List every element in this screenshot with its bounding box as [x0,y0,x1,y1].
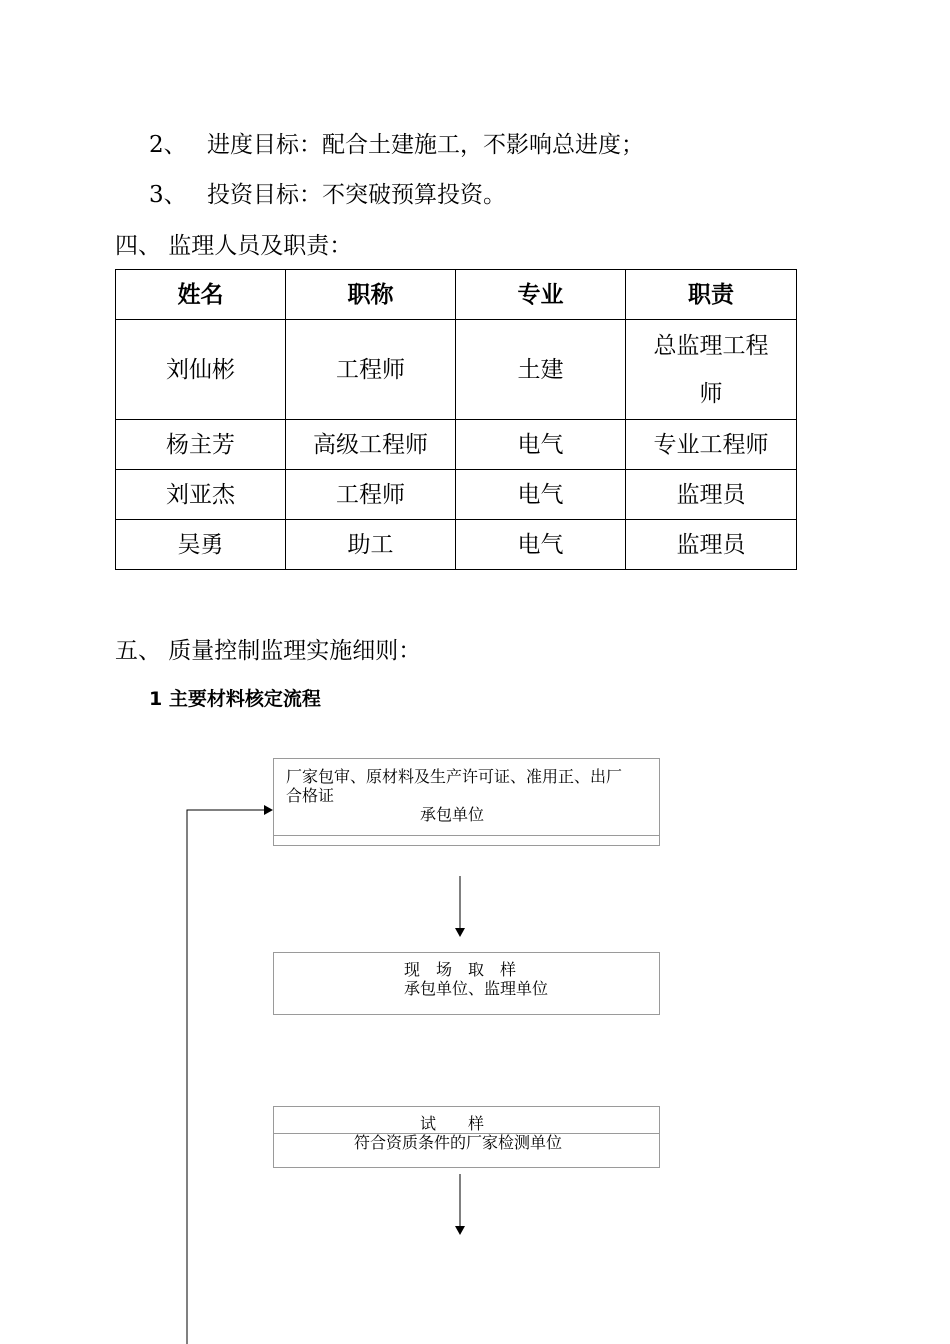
cell-name: 杨主芳 [116,420,286,470]
cell-duty: 监理员 [626,520,797,570]
cell-specialty: 土建 [456,320,626,420]
cell-name: 刘仙彬 [116,320,286,420]
goal-2-text: 进度目标：配合土建施工，不影响总进度； [207,132,644,158]
flow-box-submission-line1: 厂家包审、原材料及生产许可证、准用正、出厂 [286,767,623,786]
cell-duty: 总监理工程师 [626,320,797,420]
header-specialty: 专业 [456,270,626,320]
flow-box-testing-line1: 试 样 [420,1114,485,1133]
cell-specialty: 电气 [456,420,626,470]
flow-box-submission-line3: 承包单位 [420,805,485,824]
cell-duty: 专业工程师 [626,420,797,470]
flow-box-submission-line2: 合格证 [286,786,335,805]
feedback-loop-line [187,805,273,1344]
cell-specialty: 电气 [456,470,626,520]
cell-title: 助工 [286,520,456,570]
flow-box-sampling-line1: 现 场 取 样 [404,960,517,979]
header-name: 姓名 [116,270,286,320]
goal-3-text: 投资目标：不突破预算投资。 [207,182,506,208]
flow-box-testing-line2: 符合资质条件的厂家检测单位 [354,1133,563,1152]
cell-title: 工程师 [286,320,456,420]
arrow-down-2 [455,1174,465,1235]
flow-box-sampling-line2: 承包单位、监理单位 [404,979,549,998]
cell-title: 工程师 [286,470,456,520]
subsection-heading: 1 主要材料核定流程 [149,688,321,710]
cell-duty: 监理员 [626,470,797,520]
section-5-heading: 五、 质量控制监理实施细则： [115,638,422,664]
cell-name: 刘亚杰 [116,470,286,520]
cell-name: 吴勇 [116,520,286,570]
cell-specialty: 电气 [456,520,626,570]
cell-title: 高级工程师 [286,420,456,470]
goal-3-number: 3、 [149,182,187,208]
header-duty: 职责 [626,270,797,320]
arrow-down-1 [455,876,465,937]
header-title: 职称 [286,270,456,320]
section-4-heading: 四、 监理人员及职责： [115,233,353,259]
goal-2-number: 2、 [149,132,187,158]
